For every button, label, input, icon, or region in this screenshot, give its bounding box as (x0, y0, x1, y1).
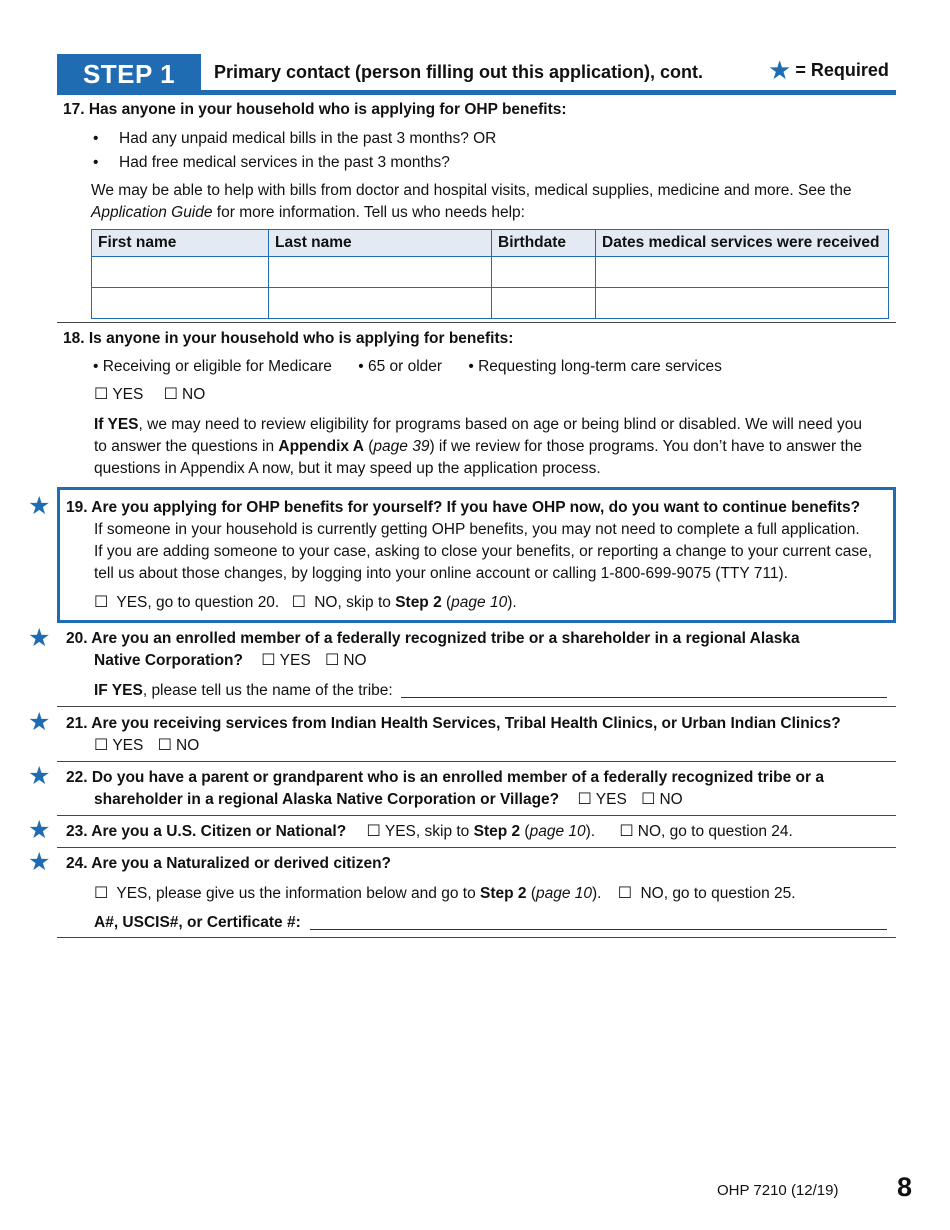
section-title: Primary contact (person filling out this application), cont. (214, 62, 704, 82)
required-star-icon: ★ (28, 708, 51, 736)
q17-title: 17. Has anyone in your household who is applying for OHP benefits: (63, 101, 567, 118)
q23-content: 23. Are you a U.S. Citizen or National? ☐ YES, skip to Step 2 (page 10). ☐ NO, go to question 24. (66, 823, 793, 840)
q20-content: 20. Are you an enrolled member of a federally recognized tribe or a shareholder in a regional Alaska Native Corporation? ☐ YES ☐ NO (66, 630, 800, 669)
q18-options: • Receiving or eligible for Medicare • 65 or older • Requesting long-term care services (93, 358, 722, 375)
col-first-name: First name (92, 230, 269, 257)
divider (57, 937, 896, 938)
q21-content: 21. Are you receiving services from Indian Health Services, Tribal Health Clinics, or Urban Indian Clinics? ☐ YES ☐ NO (66, 715, 841, 754)
divider (57, 847, 896, 848)
q24-yes-checkbox[interactable]: ☐ YES, please give us the information below and go to Step 2 (page 10). (94, 885, 602, 902)
q18-no-checkbox[interactable]: ☐ NO (163, 386, 206, 403)
q20-tribe-row: IF YES, please tell us the name of the tribe: (94, 682, 393, 699)
q17-description: We may be able to help with bills from doctor and hospital visits, medical supplies, medicine and more. See the Application Guide for more information. Tell us who needs help: (91, 182, 852, 221)
help-needed-table (91, 229, 889, 319)
q22-no-checkbox[interactable]: ☐ NO (641, 791, 683, 808)
certificate-number-field[interactable] (310, 912, 887, 930)
first-name-cell[interactable] (92, 288, 269, 319)
q20-yes-checkbox[interactable]: ☐ YES (261, 652, 311, 669)
header-rule (57, 90, 896, 95)
col-dates-received: Dates medical services were received (596, 230, 889, 257)
divider (57, 761, 896, 762)
divider (57, 322, 896, 323)
q23-no-checkbox[interactable]: ☐ NO, go to question 24. (619, 823, 793, 840)
q18-answer (94, 384, 205, 406)
col-birthdate: Birthdate (492, 230, 596, 257)
tribe-name-field[interactable] (401, 680, 887, 698)
q22-content: 22. Do you have a parent or grandparent who is an enrolled member of a federally recognized tribe or a shareholder in a regional Alaska Native Corporation or Village? ☐ YES ☐ NO (66, 769, 824, 808)
q17-bullet-1: • Had any unpaid medical bills in the past 3 months? OR (93, 130, 497, 147)
form-number: OHP 7210 (12/19) (717, 1182, 839, 1199)
q24-title: 24. Are you a Naturalized or derived citizen? (66, 855, 392, 872)
q18-yes-checkbox[interactable]: ☐ YES (94, 386, 144, 403)
q20-no-checkbox[interactable]: ☐ NO (324, 652, 367, 669)
required-star-icon: ★ (28, 492, 51, 520)
divider (57, 706, 896, 707)
birthdate-cell[interactable] (492, 288, 596, 319)
required-star-icon: ★ (28, 848, 51, 876)
q19-yes-checkbox[interactable]: ☐ YES, go to question 20. (94, 594, 280, 611)
required-star-icon: ★ (28, 762, 51, 790)
first-name-cell[interactable] (92, 257, 269, 288)
q17-bullet-2: • Had free medical services in the past 3 months? (93, 154, 450, 171)
q19-content: 19. Are you applying for OHP benefits for yourself? If you have OHP now, do you want to continue benefits? If someone in your household is currently getting OHP benefits, you may not need to complete a full application. If you are adding someone to your case, asking to close your benefits, or reporting a change to your current case, tell us about those changes, by logging into your online account or calling 1-800-699-9075 (TTY 711). ☐ YES, go to question 20. ☐ NO, skip to Step 2 (page 10). (66, 499, 873, 611)
q21-yes-checkbox[interactable]: ☐ YES (94, 737, 144, 754)
table-row (92, 257, 889, 288)
dates-cell[interactable] (596, 288, 889, 319)
q19-no-checkbox[interactable]: ☐ NO, skip to Step 2 (page 10). (291, 594, 517, 611)
q22-yes-checkbox[interactable]: ☐ YES (577, 791, 627, 808)
star-icon: ★ (768, 55, 792, 85)
required-star-icon: ★ (28, 624, 51, 652)
last-name-cell[interactable] (269, 288, 492, 319)
step-badge: STEP 1 (57, 54, 201, 92)
certificate-label: A#, USCIS#, or Certificate #: (94, 914, 301, 931)
q21-no-checkbox[interactable]: ☐ NO (157, 737, 200, 754)
divider (57, 815, 896, 816)
q24-no-checkbox[interactable]: ☐ NO, go to question 25. (617, 885, 796, 902)
required-legend (768, 55, 889, 85)
q18-title: 18. Is anyone in your household who is applying for benefits: (63, 330, 514, 347)
q24-answer (94, 883, 894, 905)
birthdate-cell[interactable] (492, 257, 596, 288)
last-name-cell[interactable] (269, 257, 492, 288)
required-label: = Required (795, 60, 889, 80)
page-number: 8 (897, 1172, 913, 1202)
q18-note: If YES, we may need to review eligibility for programs based on age or being blind or disabled. We will need you to answer the questions in Appendix A (page 39) if we review for those programs. You don’t have to answer the questions in Appendix A now, but it may speed up the application process. (94, 416, 862, 477)
dates-cell[interactable] (596, 257, 889, 288)
required-star-icon: ★ (28, 816, 51, 844)
q23-yes-checkbox[interactable]: ☐ YES, skip to Step 2 (page 10). (366, 823, 596, 840)
table-row (92, 288, 889, 319)
col-last-name: Last name (269, 230, 492, 257)
